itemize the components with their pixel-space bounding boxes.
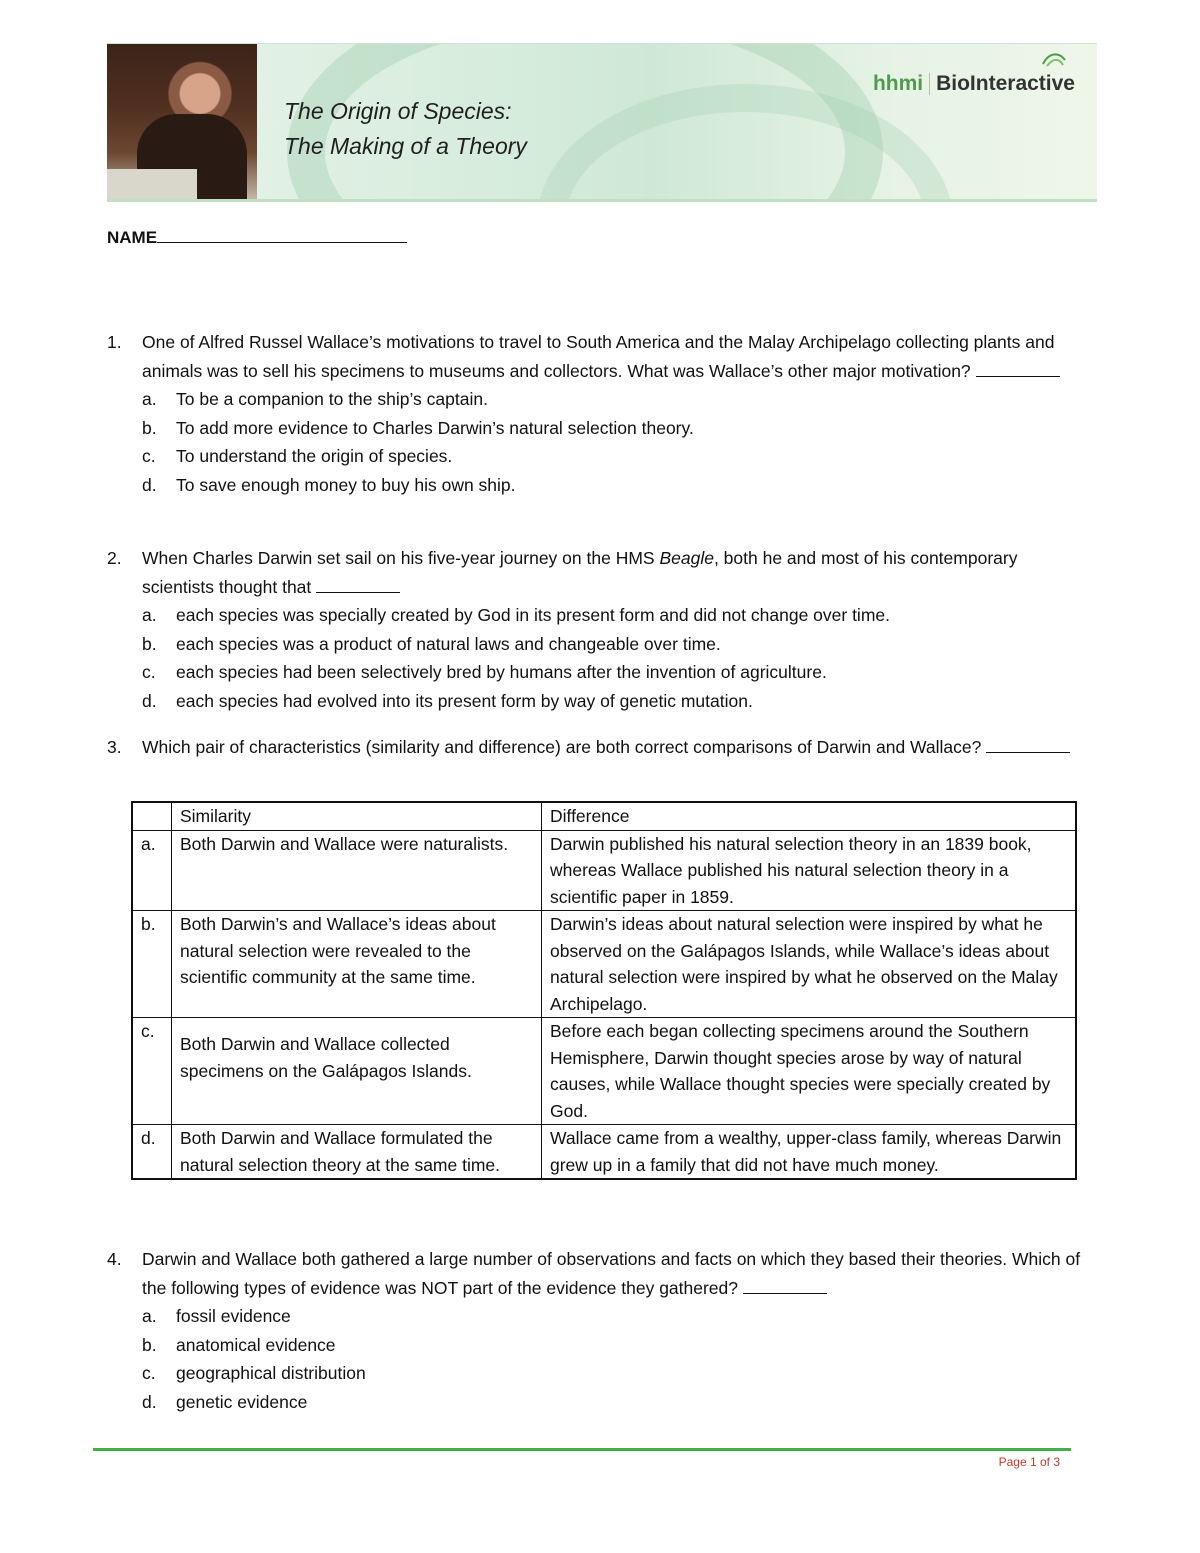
option-c: c. geographical distribution [142,1363,366,1383]
row-letter: a. [132,830,172,911]
question-number: 3. [107,737,122,757]
row-letter: d. [132,1125,172,1180]
table-row [132,830,1076,911]
photo-paper [107,169,197,199]
answer-blank[interactable] [976,360,1060,377]
question-3 [107,733,1087,762]
option-c: c. each species had been selectively bred by humans after the invention of agriculture. [142,662,827,682]
answer-blank[interactable] [316,576,400,593]
question-stem: Darwin and Wallace both gathered a large number of observations and facts on which they based their theories. Which of the following types of evidence was NOT part of the evidence they gathered? [142,1249,1081,1298]
question-1 [107,328,1087,499]
question-stem: Which pair of characteristics (similarity and difference) are both correct comparisons of Darwin and Wallace? [142,733,1087,762]
table-header-difference: Difference [542,802,1077,830]
answer-blank[interactable] [743,1277,827,1294]
table-row [132,1125,1076,1180]
document-title [284,94,527,164]
logo-biointeractive: BioInteractive [936,72,1075,95]
option-a: a. each species was specially created by God in its present form and did not change over time. [142,605,890,625]
title-line-2: The Making of a Theory [284,133,527,159]
hhmi-leaf-icon [1041,50,1067,68]
header-banner [107,43,1097,202]
hhmi-biointeractive-logo [873,72,1075,96]
footer-rule [93,1448,1071,1451]
option-d: d. each species had evolved into its present form by way of genetic mutation. [142,690,753,711]
question-number: 1. [107,332,122,352]
row-similarity: Both Darwin and Wallace formulated the natural selection theory at the same time. [172,1125,542,1180]
header-photo [107,44,257,199]
title-line-1: The Origin of Species: [284,98,512,124]
table-header-similarity: Similarity [172,802,542,830]
page-number: Page 1 of 3 [998,1455,1060,1469]
name-blank[interactable] [157,226,407,243]
option-d: d. genetic evidence [142,1391,308,1412]
table-header-empty [132,802,172,830]
table-header-row [132,802,1076,830]
option-b: b. anatomical evidence [142,1334,336,1355]
option-c: c. To understand the origin of species. [142,446,453,466]
question-number: 2. [107,548,122,568]
row-difference: Darwin’s ideas about natural selection were inspired by what he observed on the Galápagos Islands, while Wallace’s ideas about natural selection were inspired by what he observed on the Malay Archipelago. [542,911,1077,1018]
option-a: a. fossil evidence [142,1306,291,1326]
row-letter: b. [132,911,172,1018]
table-row [132,1018,1076,1125]
option-b: b. each species was a product of natural laws and changeable over time. [142,633,721,654]
question-4 [107,1245,1087,1416]
row-difference: Before each began collecting specimens around the Southern Hemisphere, Darwin thought species arose by way of natural causes, while Wallace thought species were specially created by God. [542,1018,1077,1125]
answer-blank[interactable] [986,736,1070,753]
question-2 [107,544,1087,715]
name-label: NAME [107,228,158,247]
row-similarity: Both Darwin and Wallace were naturalists. [172,830,542,911]
row-difference: Darwin published his natural selection theory in an 1839 book, whereas Wallace published his natural selection theory in a scientific paper in 1859. [542,830,1077,911]
question-stem: One of Alfred Russel Wallace’s motivations to travel to South America and the Malay Archipelago collecting plants and animals was to sell his specimens to museums and collectors. What was Wallace’s other major motivation? [142,328,1087,385]
table-row [132,911,1076,1018]
row-similarity: Both Darwin and Wallace collected specimens on the Galápagos Islands. [172,1018,542,1125]
name-field [107,226,407,248]
question-number: 4. [107,1249,122,1269]
logo-divider [929,73,930,95]
question-stem: When Charles Darwin set sail on his five-year journey on the HMS Beagle, both he and most of his contemporary scientists thought that [142,548,1018,597]
comparison-table [131,801,1077,1180]
row-difference: Wallace came from a wealthy, upper-class family, whereas Darwin grew up in a family that did not have much money. [542,1125,1077,1180]
logo-hhmi: hhmi [872,72,924,95]
option-d: d. To save enough money to buy his own ship. [142,474,516,495]
row-letter: c. [132,1018,172,1125]
row-similarity: Both Darwin’s and Wallace’s ideas about natural selection were revealed to the scientific community at the same time. [172,911,542,1018]
option-b: b. To add more evidence to Charles Darwin’s natural selection theory. [142,417,694,438]
option-a: a. To be a companion to the ship’s captain. [142,389,488,409]
